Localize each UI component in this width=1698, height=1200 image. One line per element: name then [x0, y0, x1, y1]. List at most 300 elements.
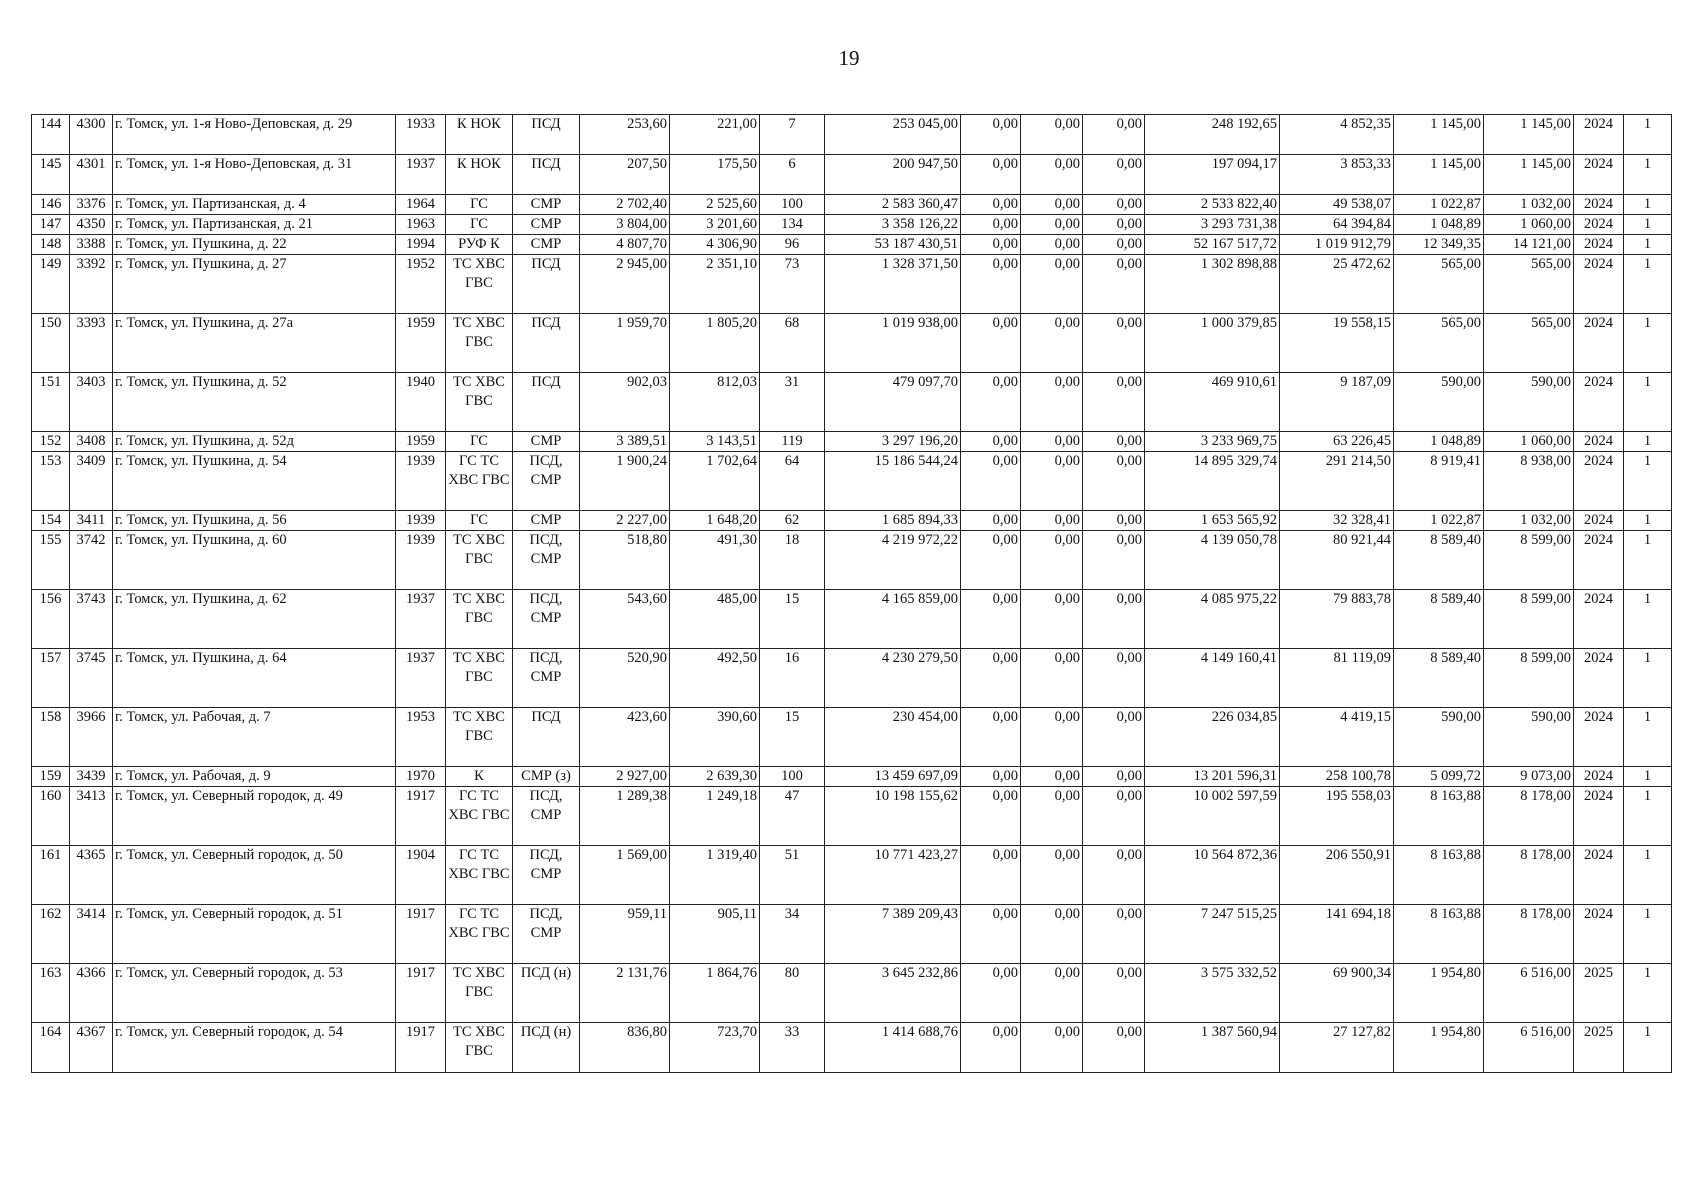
cell-fund-local: 0,00: [1083, 235, 1145, 255]
cell-total-cost: 7 389 209,43: [825, 905, 961, 964]
cell-total-cost: 3 645 232,86: [825, 964, 961, 1023]
cell-fund-local: 0,00: [1083, 531, 1145, 590]
cell-fund-federal: 0,00: [961, 787, 1021, 846]
cell-plan-year: 2024: [1574, 195, 1624, 215]
cell-plan-year: 2024: [1574, 590, 1624, 649]
cell-fund-regional: 0,00: [1021, 155, 1083, 195]
cell-living-area: 390,60: [670, 708, 760, 767]
cell-row-number: 149: [32, 255, 70, 314]
cell-flag: 1: [1624, 235, 1672, 255]
cell-address: г. Томск, ул. 1-я Ново-Деповская, д. 31: [113, 155, 396, 195]
cell-address: г. Томск, ул. Рабочая, д. 9: [113, 767, 396, 787]
cell-fund-regional: 0,00: [1021, 373, 1083, 432]
cell-build-year: 1939: [396, 452, 446, 511]
cell-fund-local: 0,00: [1083, 314, 1145, 373]
cell-total-cost: 1 019 938,00: [825, 314, 961, 373]
cell-total-area: 1 289,38: [580, 787, 670, 846]
cell-address: г. Томск, ул. Пушкина, д. 60: [113, 531, 396, 590]
cell-unit-cost-limit: 8 599,00: [1484, 590, 1574, 649]
cell-total-area: 207,50: [580, 155, 670, 195]
cell-build-year: 1937: [396, 649, 446, 708]
cell-total-area: 959,11: [580, 905, 670, 964]
cell-fund-owners: 4 139 050,78: [1145, 531, 1280, 590]
cell-total-area: 1 959,70: [580, 314, 670, 373]
table-row: [32, 155, 1672, 195]
cell-house-id: 3742: [70, 531, 113, 590]
cell-fund-regional: 0,00: [1021, 1023, 1083, 1073]
cell-fund-owners: 469 910,61: [1145, 373, 1280, 432]
cell-fund-local: 0,00: [1083, 155, 1145, 195]
cell-unit-cost-limit: 565,00: [1484, 314, 1574, 373]
cell-fund-regional: 0,00: [1021, 708, 1083, 767]
cell-unit-cost: 1 048,89: [1394, 432, 1484, 452]
cell-row-number: 160: [32, 787, 70, 846]
cell-systems: ГС ТС ХВС ГВС: [446, 905, 513, 964]
cell-fund-owners: 13 201 596,31: [1145, 767, 1280, 787]
cell-fund-federal: 0,00: [961, 511, 1021, 531]
cell-address: г. Томск, ул. Пушкина, д. 64: [113, 649, 396, 708]
cell-total-cost: 4 165 859,00: [825, 590, 961, 649]
cell-living-area: 4 306,90: [670, 235, 760, 255]
cell-build-year: 1937: [396, 155, 446, 195]
cell-systems: ГС ТС ХВС ГВС: [446, 452, 513, 511]
cell-plan-year: 2024: [1574, 115, 1624, 155]
cell-unit-cost-limit: 14 121,00: [1484, 235, 1574, 255]
cell-fund-federal: 0,00: [961, 314, 1021, 373]
cell-flag: 1: [1624, 255, 1672, 314]
table-row: [32, 590, 1672, 649]
cell-unit-cost: 5 099,72: [1394, 767, 1484, 787]
cell-fund-local: 0,00: [1083, 846, 1145, 905]
cell-build-year: 1940: [396, 373, 446, 432]
cell-total-cost: 10 198 155,62: [825, 787, 961, 846]
cell-total-cost: 15 186 544,24: [825, 452, 961, 511]
cell-row-number: 148: [32, 235, 70, 255]
cell-fund-owners: 2 533 822,40: [1145, 195, 1280, 215]
cell-total-area: 836,80: [580, 1023, 670, 1073]
cell-residents-count: 100: [760, 195, 825, 215]
cell-flag: 1: [1624, 649, 1672, 708]
cell-house-id: 3966: [70, 708, 113, 767]
cell-unit-cost-limit: 8 178,00: [1484, 905, 1574, 964]
cell-residents-count: 31: [760, 373, 825, 432]
cell-address: г. Томск, ул. Рабочая, д. 7: [113, 708, 396, 767]
cell-row-number: 156: [32, 590, 70, 649]
cell-work-type: СМР: [513, 195, 580, 215]
cell-systems: ТС ХВС ГВС: [446, 314, 513, 373]
cell-fund-other: 81 119,09: [1280, 649, 1394, 708]
cell-fund-federal: 0,00: [961, 155, 1021, 195]
cell-systems: ГС ТС ХВС ГВС: [446, 787, 513, 846]
cell-fund-federal: 0,00: [961, 215, 1021, 235]
table-row: [32, 649, 1672, 708]
cell-plan-year: 2025: [1574, 1023, 1624, 1073]
page-number: 19: [838, 46, 860, 70]
cell-fund-regional: 0,00: [1021, 531, 1083, 590]
cell-fund-federal: 0,00: [961, 115, 1021, 155]
cell-house-id: 3408: [70, 432, 113, 452]
cell-work-type: СМР: [513, 511, 580, 531]
cell-fund-federal: 0,00: [961, 235, 1021, 255]
cell-total-area: 2 927,00: [580, 767, 670, 787]
cell-flag: 1: [1624, 1023, 1672, 1073]
cell-unit-cost: 12 349,35: [1394, 235, 1484, 255]
cell-fund-other: 4 419,15: [1280, 708, 1394, 767]
cell-total-area: 2 131,76: [580, 964, 670, 1023]
housing-repair-table: [31, 114, 1672, 1073]
cell-living-area: 492,50: [670, 649, 760, 708]
cell-residents-count: 16: [760, 649, 825, 708]
cell-house-id: 4300: [70, 115, 113, 155]
cell-systems: ТС ХВС ГВС: [446, 531, 513, 590]
cell-unit-cost: 1 145,00: [1394, 155, 1484, 195]
cell-fund-other: 258 100,78: [1280, 767, 1394, 787]
cell-plan-year: 2024: [1574, 531, 1624, 590]
cell-total-area: 2 227,00: [580, 511, 670, 531]
table-row: [32, 708, 1672, 767]
cell-row-number: 164: [32, 1023, 70, 1073]
cell-residents-count: 134: [760, 215, 825, 235]
cell-total-cost: 200 947,50: [825, 155, 961, 195]
cell-house-id: 3439: [70, 767, 113, 787]
table-row: [32, 115, 1672, 155]
cell-work-type: СМР: [513, 215, 580, 235]
cell-residents-count: 96: [760, 235, 825, 255]
cell-fund-federal: 0,00: [961, 452, 1021, 511]
cell-fund-federal: 0,00: [961, 432, 1021, 452]
cell-build-year: 1963: [396, 215, 446, 235]
cell-fund-federal: 0,00: [961, 195, 1021, 215]
cell-plan-year: 2025: [1574, 964, 1624, 1023]
cell-work-type: ПСД: [513, 255, 580, 314]
cell-build-year: 1952: [396, 255, 446, 314]
cell-flag: 1: [1624, 511, 1672, 531]
cell-row-number: 147: [32, 215, 70, 235]
cell-unit-cost-limit: 6 516,00: [1484, 1023, 1574, 1073]
cell-fund-regional: 0,00: [1021, 255, 1083, 314]
cell-unit-cost-limit: 8 599,00: [1484, 649, 1574, 708]
cell-fund-local: 0,00: [1083, 708, 1145, 767]
cell-work-type: СМР: [513, 235, 580, 255]
cell-fund-other: 79 883,78: [1280, 590, 1394, 649]
cell-unit-cost-limit: 1 060,00: [1484, 215, 1574, 235]
cell-total-area: 2 945,00: [580, 255, 670, 314]
cell-total-cost: 53 187 430,51: [825, 235, 961, 255]
cell-plan-year: 2024: [1574, 905, 1624, 964]
cell-fund-federal: 0,00: [961, 905, 1021, 964]
cell-total-cost: 1 414 688,76: [825, 1023, 961, 1073]
cell-residents-count: 6: [760, 155, 825, 195]
cell-fund-other: 32 328,41: [1280, 511, 1394, 531]
cell-fund-regional: 0,00: [1021, 649, 1083, 708]
cell-unit-cost: 565,00: [1394, 314, 1484, 373]
cell-total-cost: 253 045,00: [825, 115, 961, 155]
cell-living-area: 1 702,64: [670, 452, 760, 511]
cell-unit-cost-limit: 8 938,00: [1484, 452, 1574, 511]
cell-work-type: ПСД: [513, 155, 580, 195]
cell-total-cost: 1 685 894,33: [825, 511, 961, 531]
cell-residents-count: 33: [760, 1023, 825, 1073]
cell-residents-count: 64: [760, 452, 825, 511]
cell-house-id: 4367: [70, 1023, 113, 1073]
cell-total-area: 423,60: [580, 708, 670, 767]
cell-residents-count: 62: [760, 511, 825, 531]
cell-fund-federal: 0,00: [961, 964, 1021, 1023]
cell-living-area: 3 143,51: [670, 432, 760, 452]
cell-build-year: 1970: [396, 767, 446, 787]
cell-fund-local: 0,00: [1083, 905, 1145, 964]
cell-total-cost: 2 583 360,47: [825, 195, 961, 215]
cell-living-area: 1 648,20: [670, 511, 760, 531]
cell-residents-count: 51: [760, 846, 825, 905]
cell-work-type: ПСД, СМР: [513, 787, 580, 846]
cell-residents-count: 15: [760, 708, 825, 767]
cell-plan-year: 2024: [1574, 235, 1624, 255]
cell-living-area: 1 249,18: [670, 787, 760, 846]
cell-house-id: 3403: [70, 373, 113, 432]
cell-address: г. Томск, ул. Пушкина, д. 54: [113, 452, 396, 511]
cell-unit-cost: 590,00: [1394, 373, 1484, 432]
cell-residents-count: 100: [760, 767, 825, 787]
cell-address: г. Томск, ул. Пушкина, д. 22: [113, 235, 396, 255]
cell-plan-year: 2024: [1574, 511, 1624, 531]
cell-address: г. Томск, ул. Северный городок, д. 50: [113, 846, 396, 905]
cell-fund-federal: 0,00: [961, 255, 1021, 314]
cell-row-number: 150: [32, 314, 70, 373]
cell-build-year: 1933: [396, 115, 446, 155]
cell-living-area: 2 351,10: [670, 255, 760, 314]
cell-fund-local: 0,00: [1083, 452, 1145, 511]
cell-fund-regional: 0,00: [1021, 215, 1083, 235]
cell-systems: РУФ К: [446, 235, 513, 255]
cell-unit-cost: 8 589,40: [1394, 649, 1484, 708]
cell-work-type: СМР: [513, 432, 580, 452]
cell-flag: 1: [1624, 767, 1672, 787]
cell-row-number: 158: [32, 708, 70, 767]
cell-work-type: ПСД: [513, 708, 580, 767]
cell-build-year: 1917: [396, 787, 446, 846]
cell-fund-other: 63 226,45: [1280, 432, 1394, 452]
cell-fund-regional: 0,00: [1021, 846, 1083, 905]
cell-residents-count: 7: [760, 115, 825, 155]
cell-fund-other: 195 558,03: [1280, 787, 1394, 846]
cell-unit-cost-limit: 8 178,00: [1484, 846, 1574, 905]
cell-living-area: 1 319,40: [670, 846, 760, 905]
cell-row-number: 146: [32, 195, 70, 215]
cell-fund-regional: 0,00: [1021, 905, 1083, 964]
cell-living-area: 723,70: [670, 1023, 760, 1073]
cell-flag: 1: [1624, 787, 1672, 846]
cell-plan-year: 2024: [1574, 255, 1624, 314]
cell-build-year: 1953: [396, 708, 446, 767]
cell-systems: К НОК: [446, 155, 513, 195]
cell-fund-owners: 226 034,85: [1145, 708, 1280, 767]
cell-living-area: 2 639,30: [670, 767, 760, 787]
cell-fund-local: 0,00: [1083, 115, 1145, 155]
cell-fund-local: 0,00: [1083, 511, 1145, 531]
cell-flag: 1: [1624, 846, 1672, 905]
cell-row-number: 157: [32, 649, 70, 708]
cell-living-area: 3 201,60: [670, 215, 760, 235]
cell-address: г. Томск, ул. Северный городок, д. 53: [113, 964, 396, 1023]
cell-total-area: 902,03: [580, 373, 670, 432]
cell-house-id: 4365: [70, 846, 113, 905]
cell-row-number: 152: [32, 432, 70, 452]
cell-fund-owners: 52 167 517,72: [1145, 235, 1280, 255]
cell-house-id: 3411: [70, 511, 113, 531]
cell-fund-owners: 4 149 160,41: [1145, 649, 1280, 708]
cell-living-area: 1 805,20: [670, 314, 760, 373]
cell-house-id: 4301: [70, 155, 113, 195]
cell-systems: К НОК: [446, 115, 513, 155]
cell-fund-owners: 1 653 565,92: [1145, 511, 1280, 531]
cell-address: г. Томск, ул. Пушкина, д. 52: [113, 373, 396, 432]
cell-total-cost: 3 297 196,20: [825, 432, 961, 452]
cell-build-year: 1917: [396, 964, 446, 1023]
cell-unit-cost: 8 163,88: [1394, 846, 1484, 905]
cell-build-year: 1917: [396, 1023, 446, 1073]
cell-unit-cost: 8 163,88: [1394, 905, 1484, 964]
cell-work-type: ПСД, СМР: [513, 846, 580, 905]
cell-fund-other: 9 187,09: [1280, 373, 1394, 432]
cell-systems: ТС ХВС ГВС: [446, 590, 513, 649]
cell-systems: ГС: [446, 511, 513, 531]
table-row: [32, 531, 1672, 590]
cell-fund-federal: 0,00: [961, 846, 1021, 905]
table-row: [32, 235, 1672, 255]
cell-living-area: 812,03: [670, 373, 760, 432]
table-row: [32, 432, 1672, 452]
cell-house-id: 3388: [70, 235, 113, 255]
cell-fund-other: 49 538,07: [1280, 195, 1394, 215]
cell-systems: ТС ХВС ГВС: [446, 1023, 513, 1073]
cell-fund-local: 0,00: [1083, 255, 1145, 314]
cell-unit-cost: 1 954,80: [1394, 1023, 1484, 1073]
cell-flag: 1: [1624, 115, 1672, 155]
cell-fund-owners: 1 302 898,88: [1145, 255, 1280, 314]
cell-unit-cost-limit: 1 145,00: [1484, 155, 1574, 195]
cell-fund-regional: 0,00: [1021, 314, 1083, 373]
cell-row-number: 162: [32, 905, 70, 964]
cell-residents-count: 47: [760, 787, 825, 846]
cell-fund-local: 0,00: [1083, 649, 1145, 708]
cell-living-area: 905,11: [670, 905, 760, 964]
cell-row-number: 145: [32, 155, 70, 195]
cell-unit-cost: 565,00: [1394, 255, 1484, 314]
cell-house-id: 3745: [70, 649, 113, 708]
cell-build-year: 1904: [396, 846, 446, 905]
cell-plan-year: 2024: [1574, 432, 1624, 452]
cell-fund-owners: 197 094,17: [1145, 155, 1280, 195]
cell-address: г. Томск, ул. 1-я Ново-Деповская, д. 29: [113, 115, 396, 155]
cell-flag: 1: [1624, 905, 1672, 964]
cell-unit-cost: 8 919,41: [1394, 452, 1484, 511]
table-row: [32, 215, 1672, 235]
cell-house-id: 3376: [70, 195, 113, 215]
cell-fund-other: 19 558,15: [1280, 314, 1394, 373]
cell-unit-cost-limit: 1 145,00: [1484, 115, 1574, 155]
cell-unit-cost-limit: 1 032,00: [1484, 511, 1574, 531]
cell-fund-owners: 10 564 872,36: [1145, 846, 1280, 905]
cell-systems: ГС: [446, 432, 513, 452]
cell-build-year: 1937: [396, 590, 446, 649]
cell-total-area: 543,60: [580, 590, 670, 649]
cell-row-number: 154: [32, 511, 70, 531]
cell-fund-regional: 0,00: [1021, 235, 1083, 255]
cell-living-area: 1 864,76: [670, 964, 760, 1023]
cell-address: г. Томск, ул. Пушкина, д. 27: [113, 255, 396, 314]
cell-plan-year: 2024: [1574, 215, 1624, 235]
cell-house-id: 3392: [70, 255, 113, 314]
cell-flag: 1: [1624, 964, 1672, 1023]
cell-row-number: 163: [32, 964, 70, 1023]
cell-fund-local: 0,00: [1083, 432, 1145, 452]
cell-fund-local: 0,00: [1083, 964, 1145, 1023]
cell-fund-regional: 0,00: [1021, 767, 1083, 787]
cell-flag: 1: [1624, 590, 1672, 649]
cell-fund-federal: 0,00: [961, 767, 1021, 787]
cell-work-type: ПСД: [513, 314, 580, 373]
cell-flag: 1: [1624, 452, 1672, 511]
cell-house-id: 3414: [70, 905, 113, 964]
cell-residents-count: 68: [760, 314, 825, 373]
cell-systems: ГС: [446, 195, 513, 215]
cell-living-area: 491,30: [670, 531, 760, 590]
cell-plan-year: 2024: [1574, 452, 1624, 511]
cell-living-area: 2 525,60: [670, 195, 760, 215]
cell-total-cost: 3 358 126,22: [825, 215, 961, 235]
cell-unit-cost-limit: 565,00: [1484, 255, 1574, 314]
cell-fund-owners: 1 000 379,85: [1145, 314, 1280, 373]
cell-row-number: 155: [32, 531, 70, 590]
table-row: [32, 314, 1672, 373]
cell-living-area: 175,50: [670, 155, 760, 195]
cell-unit-cost-limit: 6 516,00: [1484, 964, 1574, 1023]
table-row: [32, 767, 1672, 787]
cell-residents-count: 34: [760, 905, 825, 964]
cell-systems: К: [446, 767, 513, 787]
cell-total-cost: 13 459 697,09: [825, 767, 961, 787]
cell-plan-year: 2024: [1574, 708, 1624, 767]
cell-total-area: 2 702,40: [580, 195, 670, 215]
cell-row-number: 159: [32, 767, 70, 787]
cell-total-area: 520,90: [580, 649, 670, 708]
cell-work-type: ПСД: [513, 373, 580, 432]
cell-systems: ТС ХВС ГВС: [446, 649, 513, 708]
table-row: [32, 1023, 1672, 1073]
cell-unit-cost-limit: 8 599,00: [1484, 531, 1574, 590]
cell-fund-regional: 0,00: [1021, 787, 1083, 846]
cell-plan-year: 2024: [1574, 846, 1624, 905]
cell-unit-cost: 8 589,40: [1394, 531, 1484, 590]
cell-address: г. Томск, ул. Пушкина, д. 62: [113, 590, 396, 649]
cell-plan-year: 2024: [1574, 373, 1624, 432]
cell-unit-cost-limit: 1 060,00: [1484, 432, 1574, 452]
cell-fund-regional: 0,00: [1021, 511, 1083, 531]
cell-fund-owners: 7 247 515,25: [1145, 905, 1280, 964]
table-row: [32, 255, 1672, 314]
cell-fund-other: 4 852,35: [1280, 115, 1394, 155]
cell-fund-federal: 0,00: [961, 590, 1021, 649]
cell-fund-federal: 0,00: [961, 1023, 1021, 1073]
cell-work-type: ПСД, СМР: [513, 649, 580, 708]
cell-fund-regional: 0,00: [1021, 452, 1083, 511]
cell-total-cost: 10 771 423,27: [825, 846, 961, 905]
cell-total-area: 518,80: [580, 531, 670, 590]
cell-residents-count: 15: [760, 590, 825, 649]
cell-residents-count: 73: [760, 255, 825, 314]
cell-flag: 1: [1624, 708, 1672, 767]
